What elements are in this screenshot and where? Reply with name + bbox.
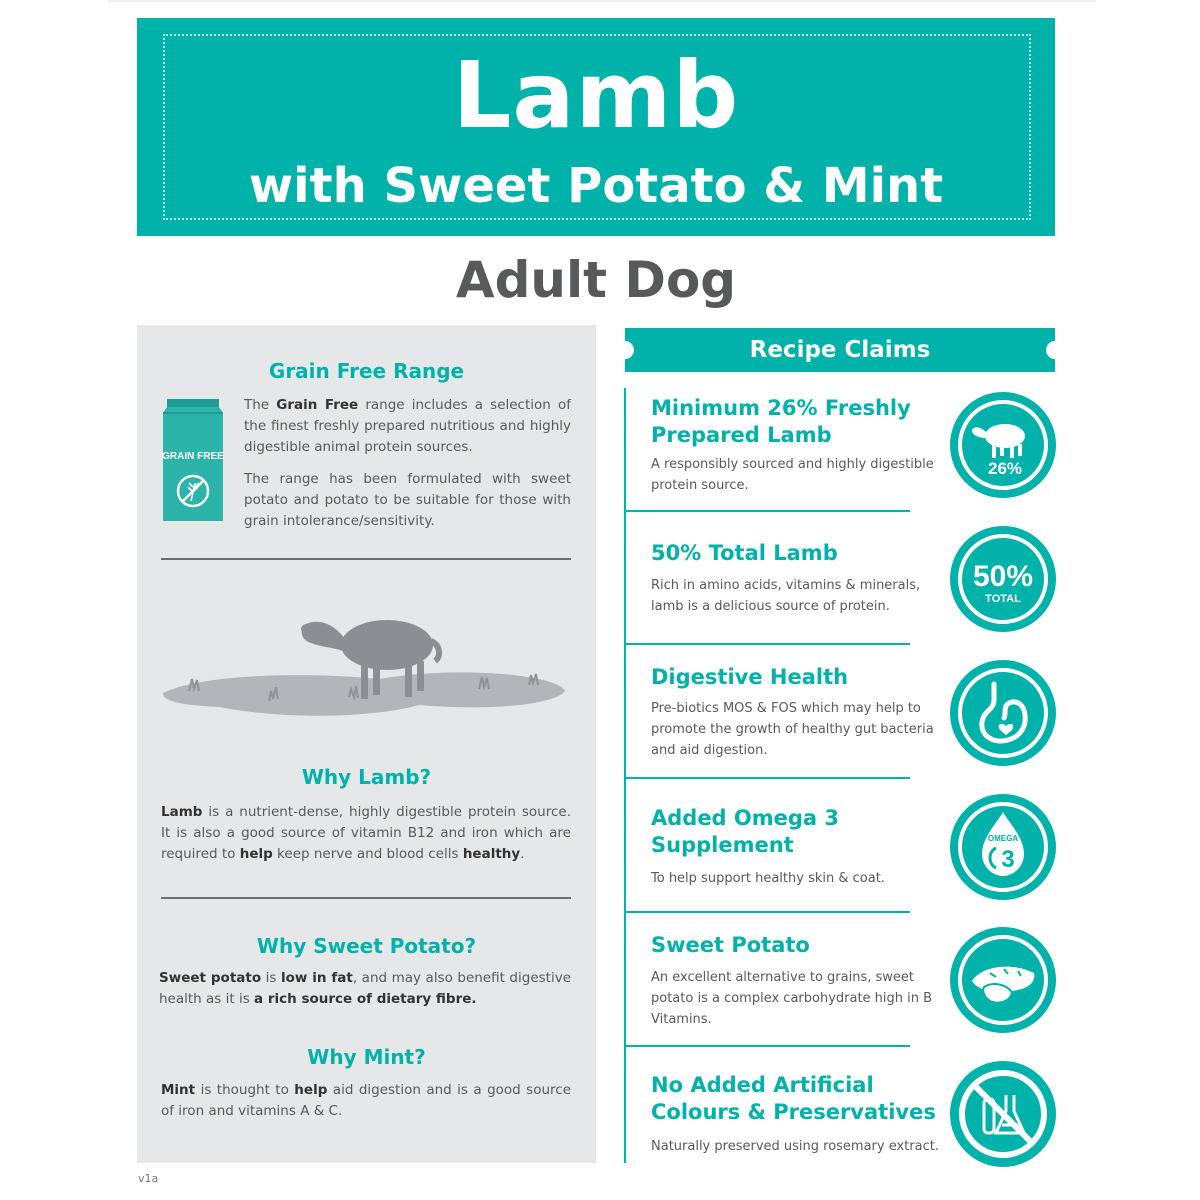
page-top-edge	[108, 0, 1096, 2]
why-mint-heading: Why Mint?	[307, 1045, 426, 1069]
grain-free-paragraph-1: The Grain Free range includes a selection of the finest freshly prepared nutritious and highly digestible animal protein sources.	[244, 397, 571, 455]
claim-separator-3	[626, 777, 910, 779]
percentage-icon-value: 50%	[972, 560, 1034, 593]
divider-2	[161, 897, 571, 899]
sheep-icon-badge: 26%	[987, 459, 1023, 478]
recipe-claims-title: Recipe Claims	[749, 337, 931, 363]
claim-separator-5	[626, 1045, 910, 1047]
claim-text-5: An excellent alternative to grains, sweet potato is a complex carbohydrate high in B Vitamins.	[651, 970, 933, 1027]
claim-text-3: Pre-biotics MOS & FOS which may help to promote the growth of healthy gut bacteria and aid digestion.	[651, 701, 934, 758]
grazing-lamb-illustration	[159, 605, 571, 725]
claim-title-5: Sweet Potato	[651, 933, 810, 957]
stomach-icon	[950, 660, 1056, 766]
claim-separator-4	[626, 911, 910, 913]
divider-1	[161, 558, 571, 560]
claim-text-1: A responsibly sourced and highly digestible protein source.	[651, 457, 934, 493]
version-label: v1a	[138, 1172, 159, 1185]
product-subtitle: with Sweet Potato & Mint	[248, 158, 944, 214]
claim-title-3: Digestive Health	[651, 665, 849, 689]
why-mint-paragraph: Mint is thought to help aid digestion and is a good source of iron and vitamins A & C.	[161, 1082, 571, 1119]
sheep-icon	[950, 392, 1056, 498]
no-chemicals-icon	[950, 1061, 1056, 1167]
percentage-icon	[950, 526, 1056, 632]
product-title: Lamb	[452, 42, 740, 149]
grain-free-paragraph-2: The range has been formulated with sweet potato and potato to be suitable for those with grain intolerance/sensitivity.	[244, 471, 571, 529]
claim-text-4: To help support healthy skin & coat.	[651, 871, 885, 886]
recipe-claims-header	[625, 328, 1055, 372]
claim-text-2: Rich in amino acids, vitamins & minerals, lamb is a delicious source of protein.	[651, 578, 921, 614]
claim-title-4: Added Omega 3 Supplement	[651, 806, 840, 857]
why-sweet-potato-paragraph: Sweet potato is low in fat, and may also benefit digestive health as it is a rich source of dietary fibre.	[159, 970, 571, 1007]
omega-drop-icon	[950, 794, 1056, 900]
percentage-icon-sub: TOTAL	[985, 593, 1021, 605]
claim-text-6: Naturally preserved using rosemary extract.	[651, 1139, 939, 1154]
sweet-potato-icon	[950, 927, 1056, 1033]
omega-number: 3	[1001, 846, 1015, 873]
why-sweet-potato-heading: Why Sweet Potato?	[256, 934, 477, 958]
claim-separator-1	[626, 510, 910, 512]
claim-title-2: 50% Total Lamb	[651, 541, 838, 565]
claim-title-1: Minimum 26% Freshly Prepared Lamb	[651, 396, 911, 447]
title-banner	[137, 18, 1055, 236]
omega-label: OMEGA	[987, 834, 1019, 843]
bag-label: GRAIN FREE	[162, 451, 224, 462]
audience-heading: Adult Dog	[455, 251, 737, 309]
grain-free-bag-icon	[161, 395, 225, 525]
claim-title-6: No Added Artificial Colours & Preservatives	[651, 1073, 936, 1124]
info-panel	[137, 325, 596, 1163]
why-lamb-paragraph: Lamb is a nutrient-dense, highly digestible protein source. It is also a good source of vitamin B12 and iron which are required to help keep nerve and blood cells healthy.	[161, 804, 571, 862]
claim-separator-2	[626, 643, 910, 645]
why-lamb-heading: Why Lamb?	[301, 765, 432, 789]
grain-free-heading: Grain Free Range	[268, 359, 465, 383]
